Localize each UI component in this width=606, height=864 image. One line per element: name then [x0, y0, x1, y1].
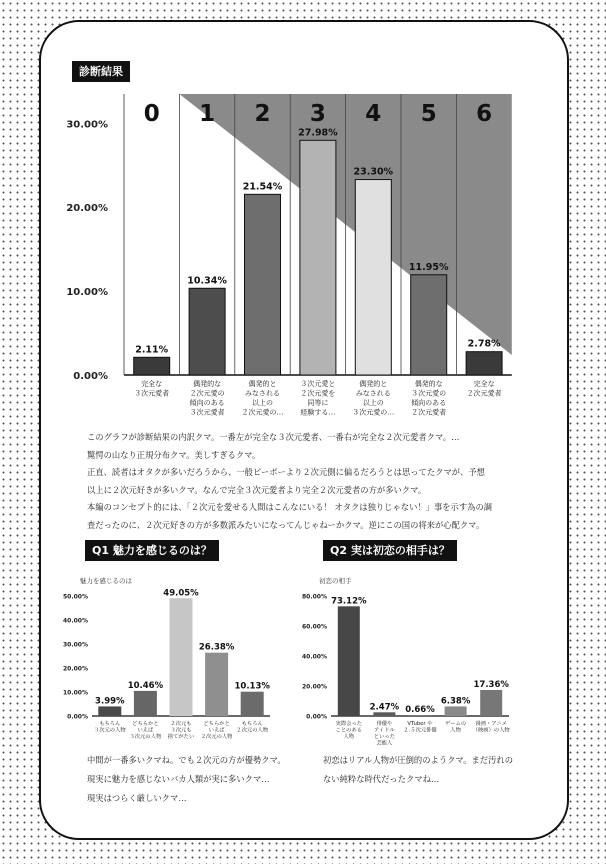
x-category-label-line: ３次元愛者	[189, 408, 225, 417]
y-tick-label: 10.00%	[66, 287, 108, 299]
main-paragraph-line: 驚愕の山なり正規分布クマ。美しすぎるクマ。	[87, 449, 261, 460]
bar-value-label: 27.98%	[298, 127, 338, 139]
column-number: 0	[143, 101, 160, 127]
main-paragraph-line: 本編のコンセプト的には、「２次元を愛せる人間はこんなにいる！ オタクは独りじゃない！」事を示す為の調	[87, 502, 493, 512]
x-category-label-line: ２次元愛者	[466, 389, 502, 398]
bar	[338, 606, 360, 716]
bar	[445, 706, 467, 716]
y-tick-label: 0.00%	[306, 713, 327, 721]
bar-value-label: 2.11%	[135, 344, 169, 356]
bar-value-label: 26.38%	[198, 642, 235, 653]
x-category-label-line: ２次元愛を	[300, 389, 336, 398]
bar-value-label: 10.13%	[234, 681, 270, 692]
x-category-label-line: VTuber や	[407, 721, 433, 727]
bar	[409, 715, 431, 716]
x-category-label-line: ３次元も	[170, 727, 192, 734]
x-category-label	[445, 720, 466, 734]
x-category-label-line: 漫画・アニメ	[475, 721, 507, 727]
x-category-label-line: 偶発的な	[193, 380, 222, 388]
x-category-label	[190, 379, 225, 417]
y-tick-label: 20.00%	[66, 203, 108, 215]
column-number: 1	[199, 101, 216, 127]
q1-text-line: 現実に魅力を感じないバカ人類が実に多いクマ…	[87, 774, 270, 784]
diagnosis-bar-chart	[52, 92, 564, 422]
bar	[466, 352, 502, 375]
bar	[98, 706, 121, 716]
x-category-label-line: 傾向のある	[411, 399, 447, 407]
x-category-label-line: 芸能人	[376, 740, 393, 747]
x-category-label-line: ２次元の人物	[236, 727, 269, 734]
x-category-label-line: 人物	[343, 734, 355, 740]
y-tick-label: 50.00%	[63, 593, 88, 601]
bar	[170, 598, 193, 716]
x-category-label-line: ２.５次元俳優	[403, 727, 437, 734]
x-category-label-line: ３次元の人物	[129, 734, 162, 740]
x-category-label	[411, 379, 446, 417]
y-tick-label: 30.00%	[63, 641, 88, 649]
x-category-label-line: いえば	[137, 727, 154, 734]
x-category-label	[336, 719, 363, 740]
x-category-label-line: ３次元の人物	[93, 727, 126, 734]
x-category-label-line: ３次元愛の	[411, 389, 447, 398]
x-category-label-line: 偶発的な	[414, 380, 443, 388]
bar-value-label: 73.12%	[331, 596, 367, 607]
x-category-label-line: 人物	[450, 727, 461, 734]
x-category-label-line: いえば	[208, 727, 225, 734]
bar	[189, 288, 225, 375]
x-category-label-line: 完全な	[473, 380, 495, 388]
x-category-label-line: ２次元の人物	[200, 734, 233, 740]
q1-bar-chart	[62, 574, 282, 746]
bar	[480, 690, 502, 716]
bar	[355, 180, 391, 375]
x-category-label	[300, 379, 335, 417]
main-paragraph-line: 査だったのに、２次元好きの方が多数派みたいになってんじゃねーかクマ。逆にこの国の将来が心配クマ。	[87, 519, 485, 530]
q1-text	[87, 751, 286, 808]
x-category-label-line: どちらかと	[203, 721, 230, 727]
bar	[373, 712, 395, 716]
x-category-label-line: みなされる	[355, 389, 391, 398]
y-tick-label: 30.00%	[66, 119, 108, 131]
q1-text-line: 中間が一番多いクマね。でも２次元の方が優勢クマ。	[87, 755, 286, 765]
x-category-label-line: 傾向のある	[189, 399, 225, 407]
x-category-label-line: ３次元愛の…	[352, 408, 395, 417]
column-number: 3	[309, 101, 326, 127]
main-paragraph-line: 正直、読者はオタクが多いだろうから、一般ピーポーより２次元側に偏るだろうとは思ってたクマが、予想	[87, 467, 485, 477]
x-category-label-line: ことのある	[335, 727, 363, 734]
y-tick-label: 40.00%	[63, 617, 88, 625]
bar-value-label: 21.54%	[242, 181, 283, 193]
bar-value-label: 6.38%	[440, 696, 471, 707]
main-paragraph-line: このグラフが診断結果の内訳クマ。一番左が完全な３次元愛者、一番右が完全な２次元愛者クマ。…	[87, 432, 460, 442]
x-category-label-line: 以上の	[362, 399, 384, 407]
x-category-label-line: 完全な	[141, 380, 163, 388]
bar-value-label: 49.05%	[163, 588, 199, 599]
column-number: 4	[365, 101, 382, 127]
x-category-label	[242, 379, 284, 417]
bar-value-label: 23.30%	[353, 166, 394, 178]
x-category-label-line: 偶発的と	[359, 380, 388, 388]
x-category-label-line: 捨てがたい	[167, 734, 195, 740]
bar	[245, 194, 281, 375]
x-category-label	[236, 720, 268, 734]
q2-text-line: ない純粋な時代だったクマね…	[323, 774, 440, 784]
column-number: 5	[420, 101, 437, 127]
x-category-label-line: ゲームの	[444, 721, 467, 727]
bar-value-label: 10.46%	[127, 680, 164, 691]
x-category-label-line: アイドル	[374, 727, 395, 734]
x-category-label-line: 経験する…	[300, 408, 336, 417]
x-category-label-line: 同等に	[307, 399, 329, 407]
chart-title: 魅力を感じるのは	[80, 577, 132, 585]
x-category-label-line: ２次元愛の…	[241, 408, 284, 417]
y-tick-label: 60.00%	[302, 623, 327, 631]
column-number: 6	[476, 101, 493, 127]
x-category-label	[467, 379, 502, 398]
x-category-label-line: もちろん	[241, 721, 263, 727]
bar	[134, 357, 170, 375]
y-tick-label: 10.00%	[63, 689, 88, 697]
bar-value-label: 17.36%	[473, 679, 509, 690]
main-paragraph	[87, 429, 492, 534]
x-category-label-line: どちらかと	[132, 721, 159, 727]
x-category-label-line: みなされる	[245, 389, 280, 398]
q2-header: Q2 実は初恋の相手は？	[323, 540, 457, 561]
x-category-label-line: ２次元も	[170, 721, 192, 727]
x-category-label-line: 偶発的と	[248, 380, 277, 388]
bar	[300, 140, 336, 375]
x-category-label-line: といった	[373, 734, 396, 740]
q2-bar-chart	[301, 574, 529, 746]
x-category-label-line: もちろん	[99, 721, 121, 727]
x-category-label	[130, 719, 162, 740]
main-paragraph-line: 以上に２次元好きが多いクマ。なんで完全３次元愛者より完全２次元愛者の方が多いクマ。	[87, 484, 427, 495]
x-category-label-line: ３次元愛と	[300, 380, 336, 388]
q2-text	[323, 751, 513, 789]
x-category-label-line: （映画）の人物	[472, 727, 510, 734]
q1-text-line: 現実はつらく厳しいクマ…	[87, 793, 187, 803]
x-category-label	[473, 719, 511, 734]
x-category-label	[168, 719, 195, 740]
y-tick-label: 40.00%	[302, 653, 327, 661]
x-category-label	[94, 720, 126, 734]
bar	[134, 691, 157, 716]
bar	[241, 692, 264, 716]
x-category-label-line: ２次元愛者	[411, 408, 447, 417]
y-tick-label: 20.00%	[63, 665, 88, 673]
bar	[411, 275, 447, 375]
x-category-label-line: ２次元愛の	[189, 389, 225, 398]
x-category-label-line: ３次元愛者	[134, 389, 170, 398]
main-header: 診断結果	[72, 61, 130, 82]
bar	[205, 653, 228, 716]
x-category-label	[134, 379, 169, 398]
y-tick-label: 0.00%	[73, 371, 108, 382]
bar-value-label: 3.99%	[95, 696, 125, 707]
y-tick-label: 0.00%	[67, 713, 88, 721]
x-category-label-line: 俳優や	[376, 721, 393, 727]
x-category-label	[403, 720, 437, 734]
x-category-label	[352, 379, 394, 417]
x-category-label-line: 以上の	[252, 399, 273, 407]
y-tick-label: 80.00%	[302, 593, 327, 601]
x-category-label	[201, 719, 233, 740]
x-category-label-line: 実際会った	[335, 721, 363, 727]
bar-value-label: 2.78%	[467, 338, 501, 350]
bar-value-label: 2.47%	[369, 702, 400, 713]
column-number: 2	[254, 101, 271, 127]
bar-value-label: 0.66%	[405, 705, 435, 716]
q1-header: Q1 魅力を感じるのは？	[85, 540, 219, 561]
y-tick-label: 20.00%	[302, 683, 327, 691]
chart-title: 初恋の相手	[319, 577, 352, 585]
bar-value-label: 10.34%	[187, 275, 227, 287]
bar-value-label: 11.95%	[408, 261, 449, 273]
q2-text-line: 初恋はリアル人物が圧倒的のようクマ。まだ汚れの	[323, 755, 514, 765]
x-category-label	[374, 719, 396, 747]
